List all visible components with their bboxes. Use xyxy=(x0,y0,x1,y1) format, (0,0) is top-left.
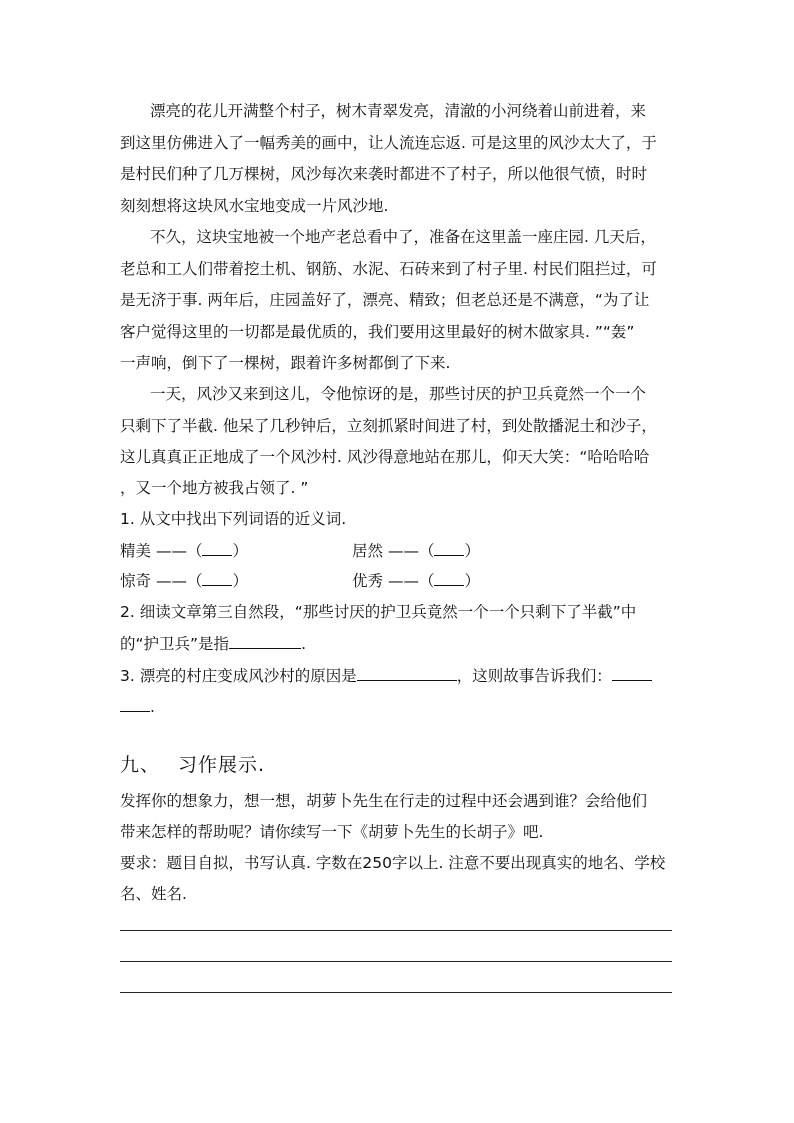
passage-p3-line-1: 一天，风沙又来到这儿，令他惊讶的是，那些讨厌的护卫兵竟然一个一个 xyxy=(150,385,647,403)
question-3-mid: ，这则故事告诉我们： xyxy=(456,667,612,685)
writing-prompt-line-2: 带来怎样的帮助呢？请你续写一下《胡萝卜先生的长胡子》吧. xyxy=(120,823,544,841)
answer-blank[interactable] xyxy=(202,570,232,586)
passage-p1-line-4: 刻刻想将这块风水宝地变成一片风沙地. xyxy=(120,197,389,215)
vocab-pair-1 xyxy=(120,540,248,561)
answer-blank[interactable] xyxy=(202,540,232,556)
section-title: 习作展示. xyxy=(178,754,266,776)
vocab-dash: ——（ xyxy=(387,572,435,590)
vocab-pair-3 xyxy=(120,570,248,591)
question-2-suffix: . xyxy=(301,635,306,653)
passage-p2-line-5: 一声响，倒下了一棵树，跟着许多树都倒了下来. xyxy=(120,354,451,372)
writing-line[interactable] xyxy=(120,930,672,931)
passage-p1-line-1: 漂亮的花儿开满整个村子，树木青翠发亮，清澈的小河绕着山前进着，来 xyxy=(150,102,647,120)
passage-p1-line-2: 到这里仿佛进入了一幅秀美的画中，让人流连忘返. 可是这里的风沙太大了，于 xyxy=(120,134,657,152)
answer-blank[interactable] xyxy=(357,665,457,681)
passage-p2-line-1: 不久，这块宝地被一个地产老总看中了，准备在这里盖一座庄园. 几天后， xyxy=(150,228,656,246)
section-9-heading xyxy=(120,753,265,777)
vocab-dash: ——（ xyxy=(387,542,435,560)
vocab-dash: ——（ xyxy=(155,572,203,590)
vocab-close: ） xyxy=(232,572,248,590)
passage-p2-line-3: 是无济于事. 两年后，庄园盖好了，漂亮、精致；但老总还是不满意，“为了让 xyxy=(120,291,650,309)
passage-p3-line-3: 这儿真真正正地成了一个风沙村. 风沙得意地站在那儿，仰天大笑：“哈哈哈哈 xyxy=(120,448,650,466)
answer-blank[interactable] xyxy=(434,570,464,586)
answer-blank[interactable] xyxy=(434,540,464,556)
vocab-word: 居然 xyxy=(352,542,384,560)
vocab-word: 惊奇 xyxy=(120,572,152,590)
question-3-line-2 xyxy=(120,696,680,717)
question-3-line-1 xyxy=(120,665,680,686)
writing-requirements-line-2: 名、姓名. xyxy=(120,885,187,903)
question-3-suffix: . xyxy=(150,698,155,716)
passage-p2-line-4: 客户觉得这里的一切都是最优质的，我们要用这里最好的树木做家具. ”“轰” xyxy=(120,323,635,341)
answer-blank[interactable] xyxy=(229,633,301,649)
vocab-word: 精美 xyxy=(120,542,152,560)
writing-requirements-line-1: 要求：题目自拟，书写认真. 字数在250字以上. 注意不要出现真实的地名、学校 xyxy=(120,854,666,872)
vocab-word: 优秀 xyxy=(352,572,384,590)
vocab-pair-2 xyxy=(352,540,480,561)
writing-line[interactable] xyxy=(120,992,672,993)
vocab-close: ） xyxy=(232,542,248,560)
question-1-text: 1. 从文中找出下列词语的近义词. xyxy=(120,510,347,528)
passage-p1-line-3: 是村民们种了几万棵树，风沙每次来袭时都进不了村子，所以他很气愤，时时 xyxy=(120,165,648,183)
writing-prompt-line-1: 发挥你的想象力，想一想，胡萝卜先生在行走的过程中还会遇到谁？会给他们 xyxy=(120,792,648,810)
writing-line[interactable] xyxy=(120,961,672,962)
question-2-prefix: 的“护卫兵”是指 xyxy=(120,635,230,653)
vocab-dash: ——（ xyxy=(155,542,203,560)
section-number: 九、 xyxy=(120,754,161,776)
passage-p3-line-2: 只剩下了半截. 他呆了几秒钟后，立刻抓紧时间进了村，到处散播泥土和沙子， xyxy=(120,417,657,435)
answer-blank[interactable] xyxy=(612,665,652,681)
question-3-prefix: 3. 漂亮的村庄变成风沙村的原因是 xyxy=(120,667,357,685)
vocab-row-1 xyxy=(120,540,680,560)
vocab-pair-4 xyxy=(352,570,480,591)
vocab-close: ） xyxy=(464,542,480,560)
answer-blank[interactable] xyxy=(120,696,150,712)
vocab-close: ） xyxy=(464,572,480,590)
passage-p3-line-4: ，又一个地方被我占领了. ” xyxy=(120,479,309,497)
question-2-line-1: 2. 细读文章第三自然段，“那些讨厌的护卫兵竟然一个一个只剩下了半截”中 xyxy=(120,603,637,621)
passage-p2-line-2: 老总和工人们带着挖土机、钢筋、水泥、石砖来到了村子里. 村民们阻拦过，可 xyxy=(120,260,657,278)
vocab-row-2 xyxy=(120,570,680,590)
question-2-line-2 xyxy=(120,633,680,654)
